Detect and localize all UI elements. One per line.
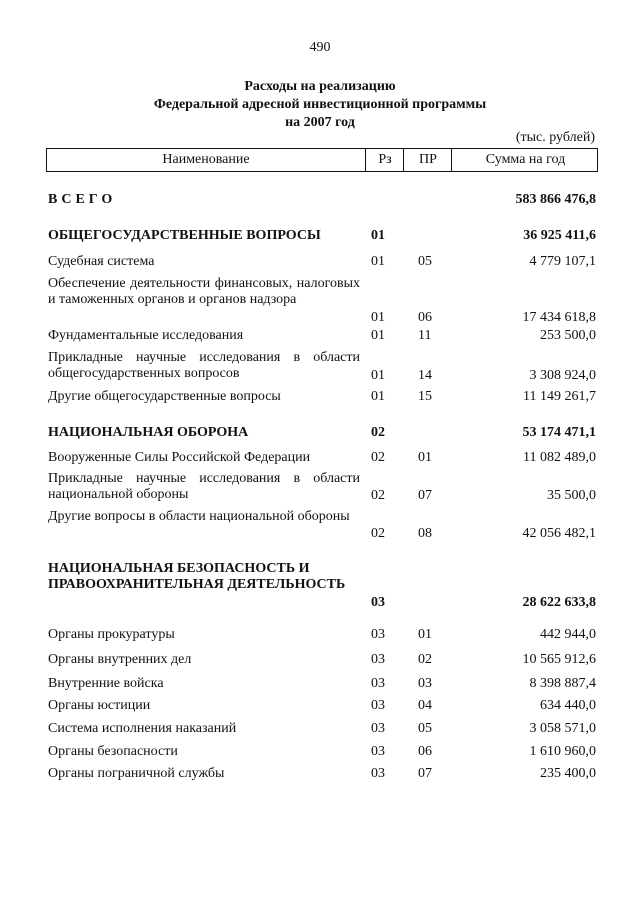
row-rz: 03 (371, 766, 385, 781)
section-name: НАЦИОНАЛЬНАЯ ОБОРОНА (48, 425, 249, 440)
section-name: НАЦИОНАЛЬНАЯ БЕЗОПАСНОСТЬ И ПРАВООХРАНИТЕЛЬНАЯ ДЕЯТЕЛЬНОСТЬ (48, 561, 346, 592)
row-pr: 01 (418, 450, 432, 465)
section-sum: 53 174 471,1 (522, 425, 596, 440)
row-name: Внутренние войска (48, 676, 164, 691)
row-name: Судебная система (48, 254, 155, 269)
row-name: Обеспечение деятельности финансовых, налоговых и таможенных органов и органов надзора (48, 276, 360, 307)
page-number: 490 (309, 40, 331, 55)
row-sum: 634 440,0 (540, 698, 596, 713)
row-pr: 11 (418, 328, 432, 343)
row-sum: 35 500,0 (547, 488, 596, 503)
row-pr: 02 (418, 652, 432, 667)
row-rz: 01 (371, 328, 385, 343)
row-pr: 14 (418, 368, 432, 383)
row-rz: 01 (371, 310, 385, 325)
row-sum: 253 500,0 (540, 328, 596, 343)
row-sum: 1 610 960,0 (529, 744, 596, 759)
row-rz: 02 (371, 488, 385, 503)
row-name: Органы пограничной службы (48, 766, 225, 781)
row-rz: 02 (371, 450, 385, 465)
row-name: Прикладные научные исследования в области общегосударственных вопросов (48, 350, 360, 381)
row-name: Органы прокуратуры (48, 627, 175, 642)
row-rz: 02 (371, 526, 385, 541)
section-sum: 36 925 411,6 (523, 228, 596, 243)
total-label: ВСЕГО (48, 192, 117, 207)
row-rz: 03 (371, 652, 385, 667)
header-name: Наименование (162, 152, 250, 167)
title-line-1: Расходы на реализацию (244, 79, 396, 94)
row-rz: 03 (371, 627, 385, 642)
total-sum: 583 866 476,8 (515, 192, 596, 207)
row-pr: 07 (418, 488, 432, 503)
row-rz: 03 (371, 721, 385, 736)
row-pr: 01 (418, 627, 432, 642)
section-name: ОБЩЕГОСУДАРСТВЕННЫЕ ВОПРОСЫ (48, 228, 321, 243)
row-rz: 03 (371, 698, 385, 713)
row-pr: 15 (418, 389, 432, 404)
row-sum: 3 058 571,0 (529, 721, 596, 736)
row-pr: 06 (418, 744, 432, 759)
row-pr: 08 (418, 526, 432, 541)
row-name: Органы внутренних дел (48, 652, 192, 667)
row-sum: 235 400,0 (540, 766, 596, 781)
row-sum: 11 149 261,7 (523, 389, 596, 404)
row-rz: 03 (371, 744, 385, 759)
row-rz: 01 (371, 254, 385, 269)
row-rz: 01 (371, 389, 385, 404)
row-name: Прикладные научные исследования в области национальной обороны (48, 471, 360, 502)
title-line-3: на 2007 год (285, 115, 355, 130)
row-pr: 03 (418, 676, 432, 691)
row-pr: 07 (418, 766, 432, 781)
section-rz: 03 (371, 595, 385, 610)
section-sum: 28 622 633,8 (522, 595, 596, 610)
row-name: Органы безопасности (48, 744, 178, 759)
units-label: (тыс. рублей) (515, 130, 595, 145)
row-sum: 17 434 618,8 (522, 310, 596, 325)
row-rz: 03 (371, 676, 385, 691)
row-name: Органы юстиции (48, 698, 151, 713)
row-name: Другие вопросы в области национальной обороны (48, 509, 350, 524)
table-header (46, 148, 598, 172)
row-sum: 10 565 912,6 (522, 652, 596, 667)
row-name: Другие общегосударственные вопросы (48, 389, 281, 404)
row-sum: 3 308 924,0 (529, 368, 596, 383)
header-pr: ПР (403, 149, 452, 171)
document-title (0, 78, 640, 132)
row-sum: 442 944,0 (540, 627, 596, 642)
row-pr: 05 (418, 721, 432, 736)
row-pr: 06 (418, 310, 432, 325)
row-name: Вооруженные Силы Российской Федерации (48, 450, 311, 465)
row-sum: 42 056 482,1 (522, 526, 596, 541)
row-sum: 11 082 489,0 (523, 450, 596, 465)
row-pr: 05 (418, 254, 432, 269)
row-pr: 04 (418, 698, 432, 713)
title-line-2: Федеральной адресной инвестиционной программы (153, 97, 487, 112)
row-sum: 4 779 107,1 (529, 254, 596, 269)
row-name: Система исполнения наказаний (48, 721, 237, 736)
section-rz: 02 (371, 425, 385, 440)
row-sum: 8 398 887,4 (529, 676, 596, 691)
row-name: Фундаментальные исследования (48, 328, 244, 343)
section-rz: 01 (371, 228, 385, 243)
header-sum: Сумма на год (451, 149, 599, 171)
header-rz: Рз (365, 149, 404, 171)
row-rz: 01 (371, 368, 385, 383)
